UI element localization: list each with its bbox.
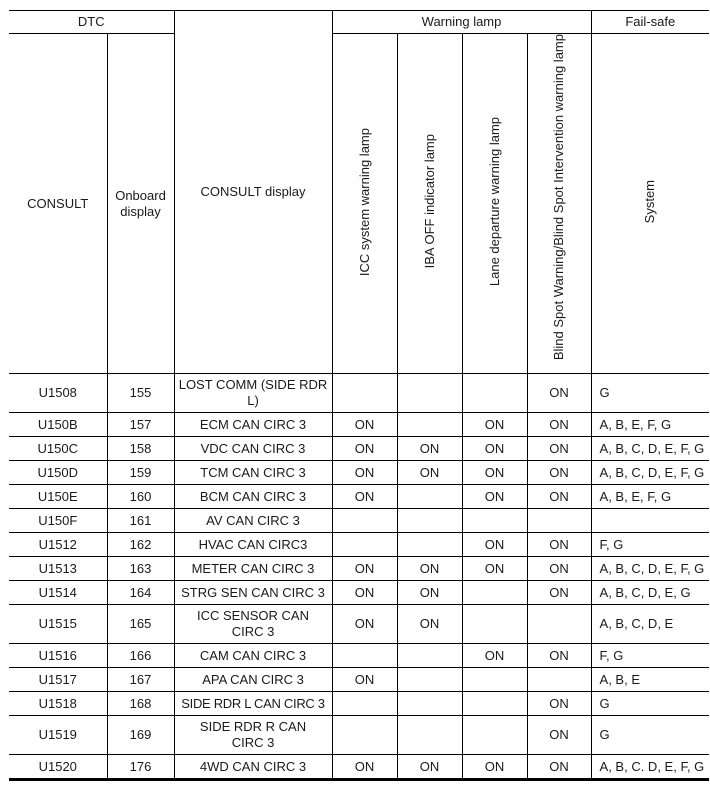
icc-lamp-cell <box>332 644 397 668</box>
lane-lamp-cell: ON <box>462 437 527 461</box>
system-cell: G <box>591 374 709 413</box>
lane-lamp-cell: ON <box>462 485 527 509</box>
iba-lamp-cell <box>397 668 462 692</box>
consult-display: STRG SEN CAN CIRC 3 <box>174 581 332 605</box>
iba-lamp-cell: ON <box>397 461 462 485</box>
onboard-code: 168 <box>107 692 174 716</box>
lane-lamp-header <box>462 34 527 374</box>
blind-spot-lamp-cell: ON <box>527 437 591 461</box>
column-header-row <box>9 34 709 374</box>
consult-code: U1513 <box>9 557 107 581</box>
table-row <box>9 509 709 533</box>
icc-lamp-cell: ON <box>332 557 397 581</box>
table-row <box>9 485 709 509</box>
consult-code: U1518 <box>9 692 107 716</box>
consult-code: U150E <box>9 485 107 509</box>
iba-lamp-cell <box>397 485 462 509</box>
blind-spot-lamp-cell <box>527 605 591 644</box>
icc-lamp-cell: ON <box>332 605 397 644</box>
icc-lamp-cell <box>332 716 397 755</box>
system-cell <box>591 509 709 533</box>
iba-lamp-cell: ON <box>397 557 462 581</box>
consult-code: U1520 <box>9 755 107 780</box>
lane-lamp-cell: ON <box>462 533 527 557</box>
onboard-code: 159 <box>107 461 174 485</box>
blind-spot-lamp-cell: ON <box>527 644 591 668</box>
consult-display: ICC SENSOR CAN CIRC 3 <box>174 605 332 644</box>
iba-lamp-cell: ON <box>397 581 462 605</box>
onboard-display-label: Onboard display <box>115 187 166 219</box>
iba-lamp-cell <box>397 374 462 413</box>
icc-lamp-cell: ON <box>332 413 397 437</box>
lane-lamp-cell: ON <box>462 644 527 668</box>
consult-header: CONSULT <box>9 34 107 374</box>
lane-lamp-cell <box>462 581 527 605</box>
table-row <box>9 716 709 755</box>
blind-spot-lamp-cell: ON <box>527 374 591 413</box>
iba-lamp-cell <box>397 533 462 557</box>
blind-spot-lamp-cell <box>527 668 591 692</box>
consult-display: TCM CAN CIRC 3 <box>174 461 332 485</box>
consult-display: HVAC CAN CIRC3 <box>174 533 332 557</box>
consult-display: METER CAN CIRC 3 <box>174 557 332 581</box>
iba-lamp-cell <box>397 644 462 668</box>
consult-code: U1515 <box>9 605 107 644</box>
icc-lamp-cell <box>332 533 397 557</box>
icc-lamp-cell: ON <box>332 668 397 692</box>
blind-spot-lamp-cell: ON <box>527 485 591 509</box>
blind-spot-lamp-cell: ON <box>527 581 591 605</box>
iba-lamp-header <box>397 34 462 374</box>
lane-lamp-cell <box>462 692 527 716</box>
onboard-code: 165 <box>107 605 174 644</box>
consult-display: APA CAN CIRC 3 <box>174 668 332 692</box>
lane-lamp-cell <box>462 716 527 755</box>
onboard-code: 158 <box>107 437 174 461</box>
system-cell: A, B, C, D, E, F, G <box>591 461 709 485</box>
onboard-code: 163 <box>107 557 174 581</box>
onboard-code: 160 <box>107 485 174 509</box>
blind-spot-lamp-cell: ON <box>527 533 591 557</box>
onboard-code: 176 <box>107 755 174 780</box>
table-row <box>9 413 709 437</box>
blind-spot-lamp-cell <box>527 509 591 533</box>
blind-spot-lamp-cell: ON <box>527 716 591 755</box>
lane-lamp-label: Lane departure warning lamp <box>486 117 502 287</box>
onboard-code: 157 <box>107 413 174 437</box>
consult-code: U1519 <box>9 716 107 755</box>
system-cell: F, G <box>591 533 709 557</box>
system-cell: F, G <box>591 644 709 668</box>
icc-lamp-cell: ON <box>332 461 397 485</box>
blind-spot-lamp-cell: ON <box>527 413 591 437</box>
system-cell: A, B, C. D, E, F, G <box>591 755 709 780</box>
iba-lamp-cell: ON <box>397 755 462 780</box>
iba-lamp-cell: ON <box>397 605 462 644</box>
onboard-display-header <box>107 34 174 374</box>
system-header <box>591 34 709 374</box>
table-row <box>9 581 709 605</box>
iba-lamp-cell <box>397 692 462 716</box>
icc-lamp-cell: ON <box>332 437 397 461</box>
onboard-code: 167 <box>107 668 174 692</box>
table-row <box>9 557 709 581</box>
warning-lamp-group-header: Warning lamp <box>332 11 591 34</box>
table-row <box>9 533 709 557</box>
consult-display: 4WD CAN CIRC 3 <box>174 755 332 780</box>
icc-lamp-cell: ON <box>332 755 397 780</box>
system-cell: A, B, C, D, E <box>591 605 709 644</box>
lane-lamp-cell <box>462 605 527 644</box>
iba-lamp-cell: ON <box>397 437 462 461</box>
onboard-code: 155 <box>107 374 174 413</box>
blind-spot-lamp-label: Blind Spot Warning/Blind Spot Intervention warning lamp <box>551 34 567 361</box>
consult-display: ECM CAN CIRC 3 <box>174 413 332 437</box>
consult-code: U1512 <box>9 533 107 557</box>
consult-code: U1508 <box>9 374 107 413</box>
lane-lamp-cell: ON <box>462 461 527 485</box>
table-row <box>9 461 709 485</box>
lane-lamp-cell <box>462 374 527 413</box>
lane-lamp-cell: ON <box>462 755 527 780</box>
iba-lamp-cell <box>397 509 462 533</box>
onboard-code: 166 <box>107 644 174 668</box>
icc-lamp-cell <box>332 509 397 533</box>
lane-lamp-cell <box>462 509 527 533</box>
blind-spot-lamp-cell: ON <box>527 461 591 485</box>
iba-lamp-label: IBA OFF indicator lamp <box>421 134 437 269</box>
icc-lamp-cell: ON <box>332 581 397 605</box>
icc-lamp-label: ICC system warning lamp <box>356 127 372 276</box>
consult-code: U150B <box>9 413 107 437</box>
table-row <box>9 668 709 692</box>
system-cell: A, B, C, D, E, F, G <box>591 437 709 461</box>
system-cell: G <box>591 716 709 755</box>
icc-lamp-cell <box>332 374 397 413</box>
fail-safe-group-header: Fail-safe <box>591 11 709 34</box>
system-cell: A, B, E, F, G <box>591 413 709 437</box>
table-row <box>9 605 709 644</box>
table-row <box>9 755 709 780</box>
blind-spot-lamp-cell: ON <box>527 692 591 716</box>
consult-code: U150C <box>9 437 107 461</box>
icc-lamp-cell: ON <box>332 485 397 509</box>
onboard-code: 164 <box>107 581 174 605</box>
onboard-code: 162 <box>107 533 174 557</box>
consult-code: U1514 <box>9 581 107 605</box>
consult-display: AV CAN CIRC 3 <box>174 509 332 533</box>
consult-display-header: CONSULT display <box>174 11 332 374</box>
iba-lamp-cell <box>397 413 462 437</box>
iba-lamp-cell <box>397 716 462 755</box>
system-label: System <box>642 179 658 224</box>
table-row <box>9 437 709 461</box>
blind-spot-lamp-cell: ON <box>527 755 591 780</box>
consult-display: CAM CAN CIRC 3 <box>174 644 332 668</box>
system-cell: A, B, C, D, E, F, G <box>591 557 709 581</box>
consult-display: BCM CAN CIRC 3 <box>174 485 332 509</box>
onboard-code: 169 <box>107 716 174 755</box>
lane-lamp-cell: ON <box>462 557 527 581</box>
blind-spot-lamp-cell: ON <box>527 557 591 581</box>
consult-code: U1517 <box>9 668 107 692</box>
icc-lamp-header <box>332 34 397 374</box>
icc-lamp-cell <box>332 692 397 716</box>
system-cell: A, B, E <box>591 668 709 692</box>
consult-display: VDC CAN CIRC 3 <box>174 437 332 461</box>
lane-lamp-cell: ON <box>462 413 527 437</box>
system-cell: G <box>591 692 709 716</box>
onboard-code: 161 <box>107 509 174 533</box>
table-row <box>9 644 709 668</box>
consult-display: LOST COMM (SIDE RDR L) <box>174 374 332 413</box>
blind-spot-lamp-header <box>527 34 591 374</box>
group-header-row <box>9 11 709 34</box>
lane-lamp-cell <box>462 668 527 692</box>
consult-code: U150F <box>9 509 107 533</box>
consult-display: SIDE RDR L CAN CIRC 3 <box>174 692 332 716</box>
consult-code: U1516 <box>9 644 107 668</box>
table-row <box>9 374 709 413</box>
system-cell: A, B, C, D, E, G <box>591 581 709 605</box>
dtc-table <box>9 10 709 781</box>
system-cell: A, B, E, F, G <box>591 485 709 509</box>
consult-code: U150D <box>9 461 107 485</box>
dtc-group-header: DTC <box>9 11 174 34</box>
table-row <box>9 692 709 716</box>
consult-display: SIDE RDR R CAN CIRC 3 <box>174 716 332 755</box>
